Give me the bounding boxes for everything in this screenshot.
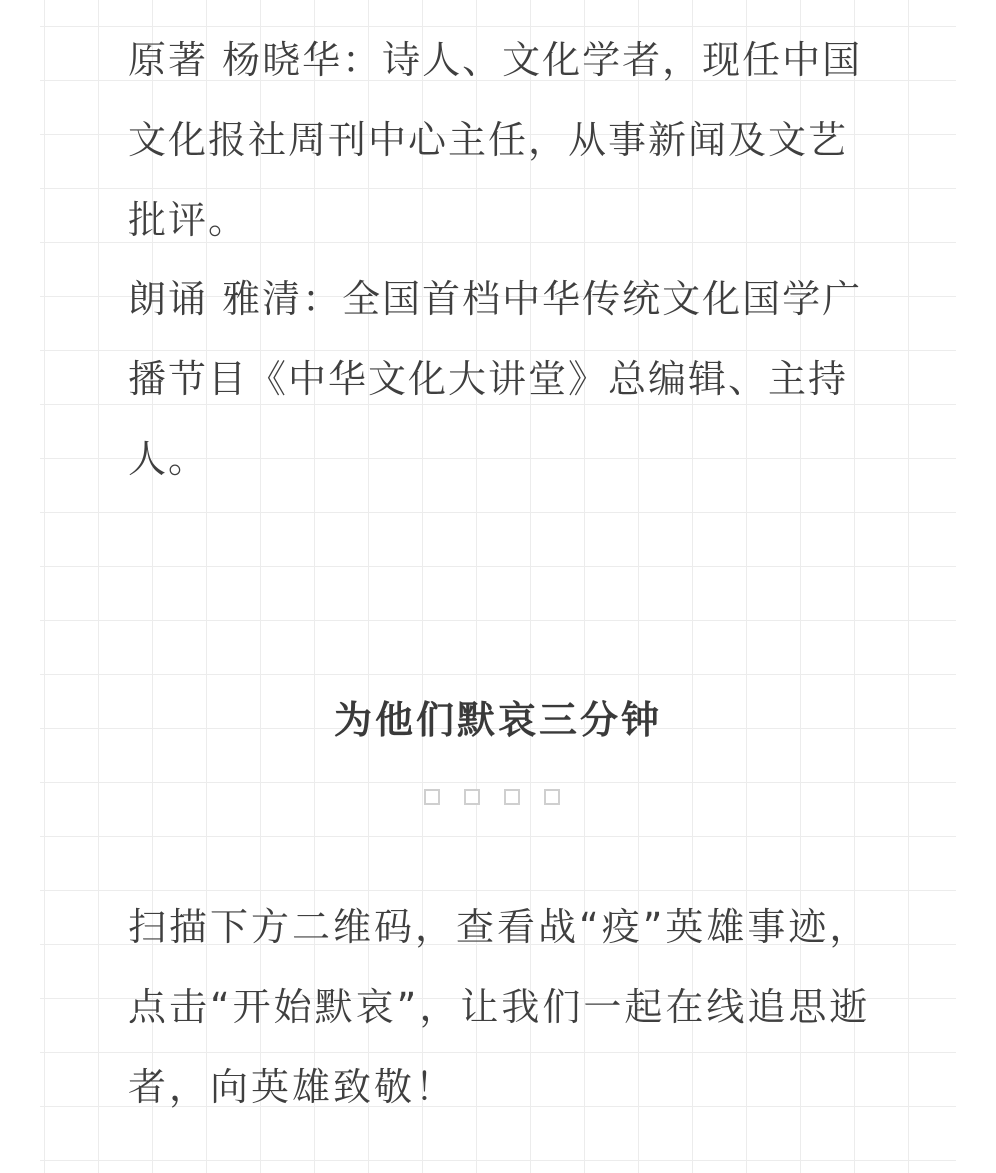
author-paragraph: 原著 杨晓华：诗人、文化学者，现任中国文化报社周刊中心主任，从事新闻及文艺批评。 xyxy=(128,38,863,242)
section-body: 扫描下方二维码，查看战“疫”英雄事迹，点击“开始默哀”，让我们一起在线追思逝者，向英雄致敬！ xyxy=(128,905,871,1109)
reader-paragraph: 朗诵 雅清：全国首档中华传统文化国学广播节目《中华文化大讲堂》总编辑、主持人。 xyxy=(128,277,863,481)
square-icon xyxy=(424,789,440,805)
decorative-squares xyxy=(424,789,560,805)
square-icon xyxy=(504,789,520,805)
square-icon xyxy=(464,789,480,805)
square-icon xyxy=(544,789,560,805)
section-title: 为他们默哀三分钟 xyxy=(333,698,662,742)
